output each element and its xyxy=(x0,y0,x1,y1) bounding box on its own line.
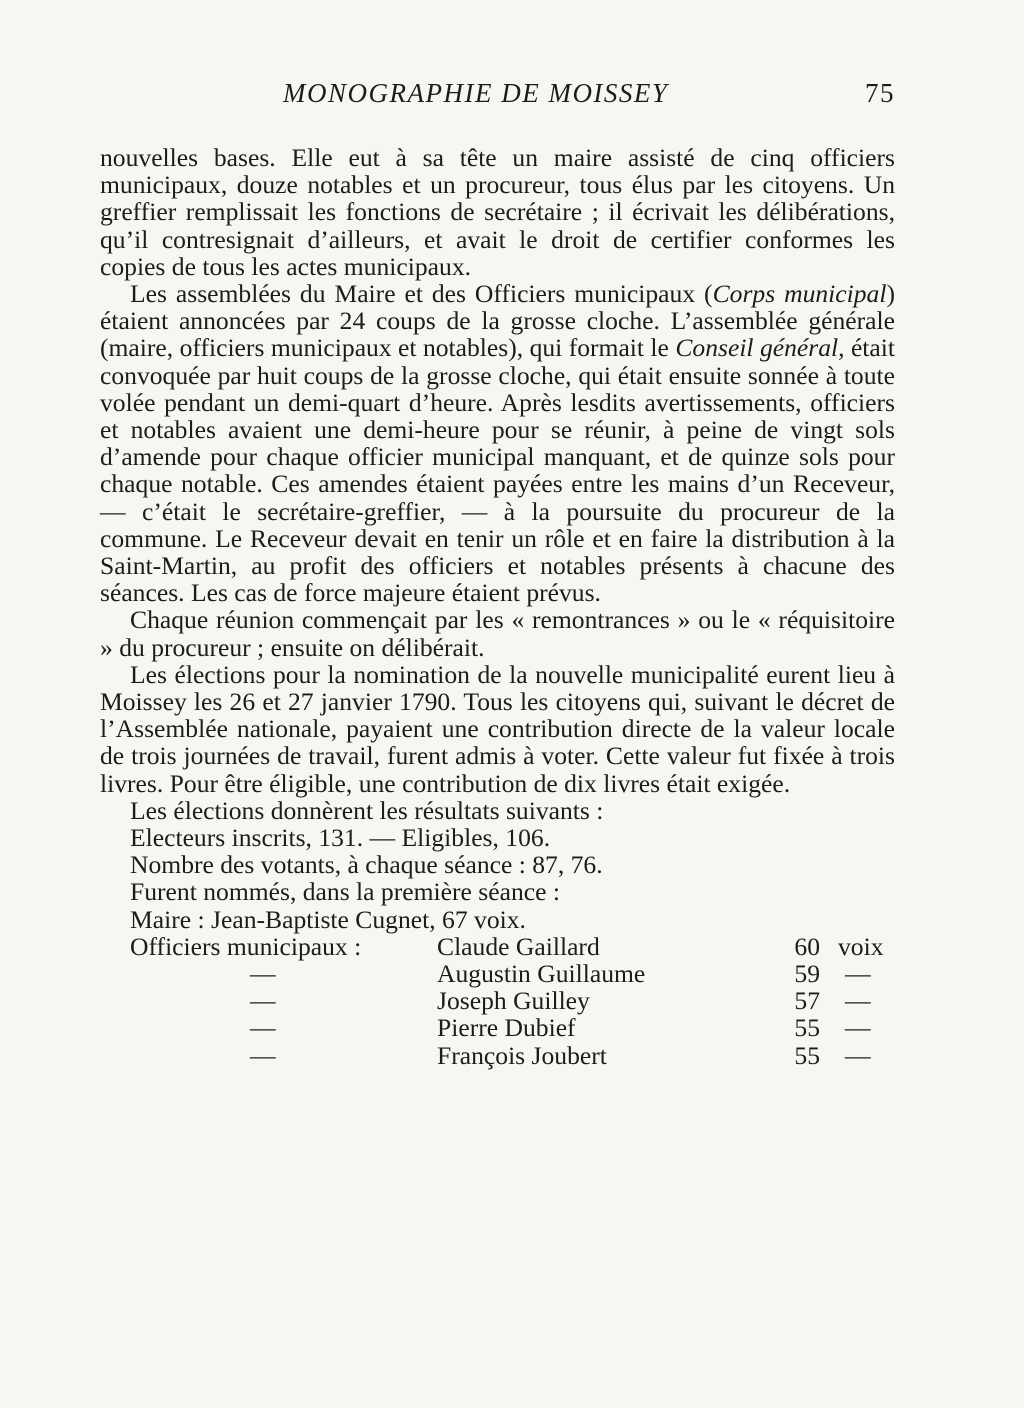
officer-row xyxy=(100,960,895,987)
running-title: MONOGRAPHIE DE MOISSEY xyxy=(283,78,669,108)
paragraph-elections: Les élections pour la nomination de la nouvelle municipalité eurent lieu à Moissey les 26 et 27 janvier 1790. Tous les citoyens qui, suivant le décret de l’Assemblée nationale, payaient une contribution directe de la valeur locale de trois journées de travail, furent admis à voter. Cette valeur fut fixée à trois livres. Pour être éligible, une contribution de dix livres était exigée. xyxy=(100,659,895,798)
results-line: Nombre des votants, à chaque séance : 87, 76. xyxy=(130,850,603,880)
officer-row xyxy=(100,1042,895,1069)
officer-row xyxy=(100,1014,895,1041)
ditto-dash: — xyxy=(250,1013,276,1043)
officer-votes: 57 xyxy=(794,986,820,1016)
results-line: Furent nommés, dans la première séance : xyxy=(130,877,560,907)
officer-name: Claude Gaillard xyxy=(437,931,600,961)
paragraph-reunion: Chaque réunion commençait par les « remontrances » ou le « réquisitoire » du procureur ; ensuite on délibérait. xyxy=(100,605,895,662)
ditto-dash: — xyxy=(250,986,276,1016)
officer-votes: 59 xyxy=(794,959,820,989)
paragraph-continued: nouvelles bases. Elle eut à sa tête un maire assisté de cinq officiers municipaux, douze notables et un procureur, tous élus par les citoyens. Un greffier remplissait les fonctions de secrétaire ; il écrivait les délibérations, qu’il contresignait d’ailleurs, et avait le droit de certifier conformes les copies de tous les actes municipaux. xyxy=(100,143,895,281)
results-line: Les élections donnèrent les résultats suivants : xyxy=(130,795,604,825)
officer-name: Pierre Dubief xyxy=(437,1013,576,1043)
results-line: Electeurs inscrits, 131. — Eligibles, 106. xyxy=(130,823,551,853)
page-number: 75 xyxy=(865,78,895,108)
officer-row xyxy=(100,933,895,960)
running-header xyxy=(100,78,895,114)
paragraph-assemblies: Les assemblées du Maire et des Officiers municipaux (Corps municipal) étaient annoncées par 24 coups de la grosse cloche. L’assemblée générale (maire, officiers municipaux et notables), qui formait le Conseil général, était convoquée par huit coups de la grosse cloche, qui était ensuite sonnée à toute volée pendant un demi-quart d’heure. Après lesdits avertissements, officiers et notables avaient une demi-heure pour se réunir, à peine de vingt sols d’amende pour chaque officier municipal manquant, et de quinze sols pour chaque notable. Ces amendes étaient payées entre les mains d’un Receveur, — c’était le secrétaire-greffier, — à la poursuite du procureur de la commune. Le Receveur devait en tenir un rôle et en faire la distribution à la Saint-Martin, au profit des officiers et notables présents à chacune des séances. Les cas de force majeure étaient prévus. xyxy=(100,279,895,608)
ditto-dash: — xyxy=(845,1040,871,1070)
votes-unit: voix xyxy=(838,931,884,961)
officers-label: Officiers municipaux : xyxy=(130,931,362,961)
ditto-dash: — xyxy=(845,1013,871,1043)
italic-corps-municipal: Corps municipal xyxy=(712,279,887,309)
ditto-dash: — xyxy=(845,986,871,1016)
officer-name: François Joubert xyxy=(437,1040,607,1070)
officer-name: Joseph Guilley xyxy=(437,986,590,1016)
officer-votes: 55 xyxy=(794,1013,820,1043)
ditto-dash: — xyxy=(845,959,871,989)
officer-name: Augustin Guillaume xyxy=(437,959,646,989)
officer-votes: 60 xyxy=(794,931,820,961)
page-body xyxy=(100,144,895,1069)
officer-votes: 55 xyxy=(794,1040,820,1070)
ditto-dash: — xyxy=(250,959,276,989)
italic-conseil-general: Conseil général, xyxy=(675,333,845,363)
results-line: Maire : Jean-Baptiste Cugnet, 67 voix. xyxy=(130,904,526,934)
ditto-dash: — xyxy=(250,1040,276,1070)
officers-table xyxy=(100,933,895,1069)
officer-row xyxy=(100,987,895,1014)
